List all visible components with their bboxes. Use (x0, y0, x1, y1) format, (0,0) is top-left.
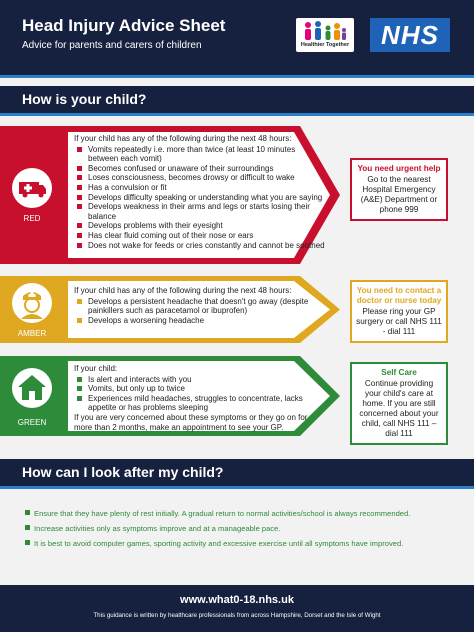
footer-note: This guidance is written by healthcare professionals from across Hampshire, Dorset and the Isle of Wight (93, 612, 381, 619)
red-advice-body: Go to the nearest Hospital Emergency (A&E) Department or phone 999 (360, 175, 438, 214)
list-item: Has clear fluid coming out of their nose or ears (74, 231, 326, 241)
green-icon-box (0, 356, 64, 436)
care-item (34, 509, 410, 518)
list-item: Vomits repeatedly i.e. more than twice (at least 10 minutes between each vomit) (74, 145, 326, 164)
list-item: Develops a persistent headache that doesn't go away (despite painkillers such as paracetamol or ibuprofen) (74, 297, 326, 316)
section-stripe (0, 113, 474, 116)
healthier-together-logo[interactable] (296, 18, 354, 52)
green-outro: If you are very concerned about these symptoms or they go on for more than 2 months, make an appointment to see your GP. (74, 412, 308, 432)
section-stripe (0, 486, 474, 489)
home-icon (12, 368, 52, 408)
green-symptom-list (74, 375, 320, 413)
list-item: Has a convulsion or fit (74, 183, 326, 193)
page-title: Head Injury Advice Sheet (22, 16, 226, 35)
red-intro: If your child has any of the following during the next 48 hours: (74, 134, 292, 143)
red-icon-box (0, 126, 64, 264)
bullet-icon (25, 510, 30, 515)
green-advice-box (350, 362, 448, 445)
care-text: Ensure that they have plenty of rest initially. A gradual return to normal activities/school is always recommended. (34, 509, 411, 518)
list-item: Is alert and interacts with you (74, 375, 320, 385)
section-title: How can I look after my child? (22, 464, 224, 480)
list-item: Develops a worsening headache (74, 316, 326, 326)
footer-link[interactable]: www.what0-18.nhs.uk (180, 594, 294, 606)
red-advice-box (350, 158, 448, 221)
green-advice-body: Continue providing your child's care at home. If you are still concerned about your child, call NHS 111 – dial 111 (359, 379, 439, 438)
green-label: GREEN (17, 418, 47, 427)
section-title: How is your child? (22, 91, 147, 107)
footer (0, 585, 474, 632)
amber-advice-head: You need to contact a doctor or nurse today (356, 286, 442, 305)
page-subtitle: Advice for parents and carers of children (22, 40, 202, 51)
list-item: Vomits, but only up to twice (74, 384, 320, 394)
green-symptoms (74, 364, 320, 432)
list-item: Loses consciousness, becomes drowsy or difficult to wake (74, 173, 326, 183)
amber-advice-box (350, 280, 448, 343)
list-item: Develops difficulty speaking or understanding what you are saying (74, 193, 326, 203)
amber-label: AMBER (17, 329, 47, 338)
amber-intro: If your child has any of the following during the next 48 hours: (74, 286, 292, 295)
care-text: Increase activities only as symptoms improve and at a manageable pace. (34, 524, 281, 533)
list-item: Does not wake for feeds or cries constantly and cannot be soothed (74, 241, 326, 251)
list-item: Experiences mild headaches, struggles to concentrate, lacks appetite or has problems sleeping (74, 394, 320, 413)
list-item: Becomes confused or unaware of their surroundings (74, 164, 326, 174)
amber-symptoms (74, 286, 326, 325)
bullet-icon (25, 525, 30, 530)
amber-symptom-list (74, 297, 326, 326)
red-symptoms (74, 134, 326, 250)
bullet-icon (25, 540, 30, 545)
care-item (34, 539, 403, 548)
ambulance-icon (12, 168, 52, 208)
green-advice-head: Self Care (381, 368, 417, 377)
healthier-together-text: Healthier Together (300, 42, 350, 48)
section-bar-look-after (0, 459, 474, 486)
red-symptom-list (74, 145, 326, 251)
green-intro: If your child: (74, 364, 118, 373)
section-bar-how-is-child (0, 86, 474, 113)
family-icon (302, 21, 348, 41)
amber-advice-body: Please ring your GP surgery or call NHS 111 - dial 111 (356, 307, 442, 336)
header (0, 0, 474, 75)
nurse-icon (12, 283, 52, 323)
nhs-logo[interactable]: NHS (370, 18, 450, 52)
care-text: It is best to avoid computer games, sporting activity and excessive exercise until all symptoms have improved. (34, 539, 404, 548)
list-item: Develops weakness in their arms and legs or starts losing their balance (74, 202, 326, 221)
red-label: RED (23, 214, 41, 223)
list-item: Develops problems with their eyesight (74, 221, 326, 231)
red-advice-head: You need urgent help (357, 164, 441, 173)
header-stripe (0, 75, 474, 78)
amber-icon-box (0, 276, 64, 343)
care-item (34, 524, 281, 533)
